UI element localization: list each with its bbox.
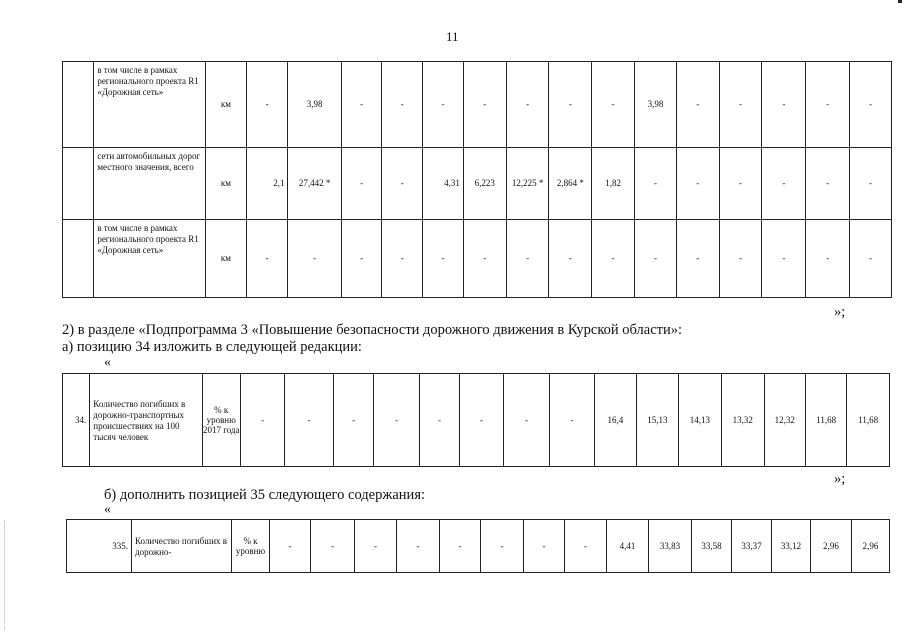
value-cell: -	[592, 220, 635, 298]
closing-quote: »;	[834, 471, 846, 487]
value-cell: -	[355, 520, 397, 573]
value-cell: -	[481, 520, 524, 573]
opening-quote: «	[104, 355, 111, 370]
value-cell: -	[382, 62, 423, 148]
value-cell: 3,98	[635, 62, 677, 148]
value-cell: -	[806, 220, 850, 298]
value-cell: -	[460, 374, 503, 467]
table-position-34	[62, 373, 890, 467]
unit-cell: км	[206, 62, 247, 148]
value-cell: -	[423, 220, 464, 298]
value-cell: -	[676, 220, 719, 298]
paragraph-section: 2) в разделе «Подпрограмма 3 «Повышение безопасности дорожного движения в Курской области»:	[62, 322, 683, 338]
value-cell: -	[341, 148, 382, 220]
value-cell: 2,864 *	[549, 148, 592, 220]
empty-cell	[63, 148, 94, 220]
corner-mark	[898, 0, 902, 3]
table-row	[63, 374, 890, 467]
value-cell: -	[719, 62, 762, 148]
row-label: Количество погибших в дорожно-транспортных происшествиях на 100 тысяч человек	[90, 374, 202, 467]
value-cell: 12,225 *	[506, 148, 549, 220]
table-row	[63, 62, 892, 148]
value-cell: -	[676, 62, 719, 148]
value-cell: 27,442 *	[288, 148, 341, 220]
value-cell: -	[850, 148, 892, 220]
position-number: 34.	[63, 374, 90, 467]
paragraph-item-b: б) дополнить позицией 35 следующего содержания:	[104, 487, 426, 503]
value-cell: -	[850, 62, 892, 148]
value-cell: 13,32	[722, 374, 764, 467]
table-row	[63, 220, 892, 298]
value-cell: -	[550, 374, 594, 467]
value-cell: -	[240, 374, 284, 467]
value-cell: -	[311, 520, 355, 573]
value-cell: -	[285, 374, 334, 467]
row-label: в том числе в рамках регионального проекта R1 «Дорожная сеть»	[94, 220, 206, 298]
row-label: в том числе в рамках регионального проекта R1 «Дорожная сеть»	[94, 62, 206, 148]
value-cell: -	[440, 520, 481, 573]
value-cell: -	[549, 62, 592, 148]
value-cell: -	[850, 220, 892, 298]
value-cell: -	[676, 148, 719, 220]
value-cell: 16,4	[594, 374, 636, 467]
row-label: сети автомобильных дорог местного значения, всего	[94, 148, 206, 220]
value-cell: -	[806, 148, 850, 220]
value-cell: 4,41	[607, 520, 649, 573]
position-number: 335.	[67, 520, 132, 573]
value-cell: -	[382, 148, 423, 220]
value-cell: -	[397, 520, 440, 573]
value-cell: -	[246, 62, 288, 148]
value-cell: 12,32	[764, 374, 805, 467]
value-cell: -	[506, 62, 549, 148]
value-cell: -	[762, 148, 806, 220]
value-cell: -	[762, 220, 806, 298]
value-cell: -	[719, 148, 762, 220]
value-cell: -	[382, 220, 423, 298]
value-cell: 33,58	[692, 520, 732, 573]
value-cell: 33,12	[772, 520, 811, 573]
value-cell: -	[506, 220, 549, 298]
row-label: Количество погибших в дорожно-	[132, 520, 232, 573]
value-cell: 2,96	[852, 520, 890, 573]
value-cell: -	[341, 62, 382, 148]
value-cell: -	[549, 220, 592, 298]
value-cell: 2,1	[246, 148, 288, 220]
value-cell: 14,13	[678, 374, 721, 467]
unit-cell: % к уровню	[232, 520, 270, 573]
unit-cell: % к уровню 2017 года	[202, 374, 240, 467]
opening-quote: «	[104, 502, 111, 517]
value-cell: -	[762, 62, 806, 148]
value-cell: -	[635, 148, 677, 220]
paragraph-item-a: а) позицию 34 изложить в следующей редакции:	[62, 339, 362, 355]
value-cell: 6,223	[463, 148, 506, 220]
value-cell: -	[463, 220, 506, 298]
value-cell: -	[463, 62, 506, 148]
value-cell: -	[565, 520, 607, 573]
margin-line	[4, 520, 6, 630]
value-cell: -	[288, 220, 341, 298]
value-cell: -	[423, 62, 464, 148]
unit-cell: км	[206, 220, 247, 298]
value-cell: -	[333, 374, 373, 467]
closing-quote: »;	[834, 304, 846, 320]
value-cell: -	[592, 62, 635, 148]
value-cell: 1,82	[592, 148, 635, 220]
value-cell: 3,98	[288, 62, 341, 148]
value-cell: -	[374, 374, 419, 467]
table-row	[63, 148, 892, 220]
table-road-network	[62, 61, 892, 298]
empty-cell	[63, 220, 94, 298]
value-cell: 33,83	[649, 520, 692, 573]
value-cell: -	[341, 220, 382, 298]
value-cell: -	[635, 220, 677, 298]
value-cell: 11,68	[805, 374, 846, 467]
value-cell: 4,31	[423, 148, 464, 220]
value-cell: 33,37	[732, 520, 772, 573]
value-cell: 11,68	[847, 374, 890, 467]
value-cell: 15,13	[637, 374, 678, 467]
table-position-35	[66, 519, 890, 573]
value-cell: -	[246, 220, 288, 298]
unit-cell: км	[206, 148, 247, 220]
value-cell: -	[719, 220, 762, 298]
value-cell: -	[524, 520, 565, 573]
table-row	[67, 520, 890, 573]
value-cell: -	[503, 374, 550, 467]
empty-cell	[63, 62, 94, 148]
value-cell: -	[419, 374, 459, 467]
value-cell: -	[270, 520, 311, 573]
value-cell: 2,96	[811, 520, 852, 573]
page-number: 11	[446, 29, 459, 44]
value-cell: -	[806, 62, 850, 148]
